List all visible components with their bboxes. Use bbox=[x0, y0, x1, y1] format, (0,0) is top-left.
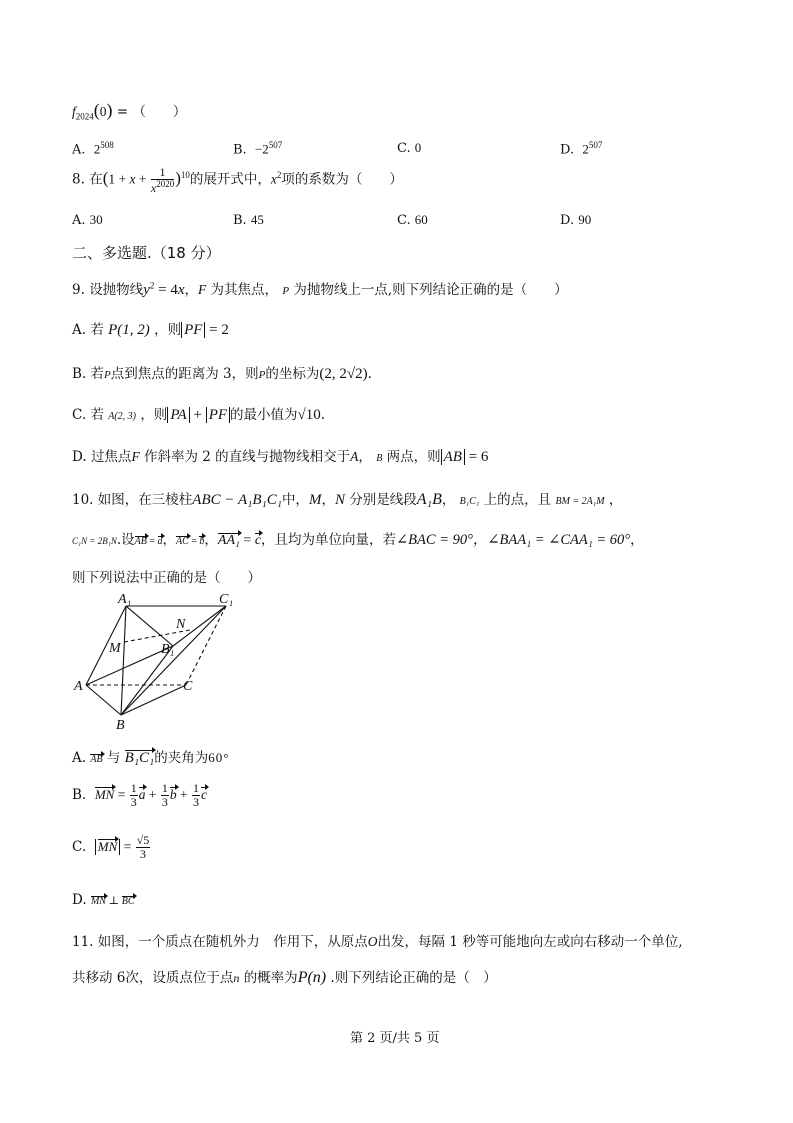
q10-option-b: B. MN = $\frac{1}{3}$ a + $\frac{1}{3}$ b + $\frac{1}{3}$ c bbox=[72, 781, 207, 809]
q8-stem: 8. 在(1 + x + $\frac{1}{x^{2020}}$ )$^{10}$的展开式中，$x^2$项的系数为（ ） bbox=[72, 165, 403, 195]
q10-line-3: 则下列说法中正确的是（ ） bbox=[72, 570, 261, 586]
label-b1: B₁ bbox=[161, 642, 175, 657]
label-a1: A₁ bbox=[118, 592, 132, 607]
q10-line-1: 10. 如图，在三棱柱ABC − A₁B₁C₁中，M，N 分别是线段A₁B， B₁C₁ 上的点，且 BM = 2A₁M ， bbox=[72, 491, 623, 508]
q8-option-a: A. 30 bbox=[72, 212, 103, 228]
q11-line-1: 11. 如图，一个质点在随机外力 作用下，从原点O出发，每隔 1 秒等可能地向左或向右移动一个单位, bbox=[72, 934, 683, 950]
label-c: C bbox=[183, 679, 193, 694]
q10-line-2: C₁N = 2B₁N.设AB = a，AC = b，AA₁ = c，且均为单位向量，若∠BAC = 90°，∠BAA₁ = ∠CAA₁ = 60°， bbox=[72, 532, 644, 548]
q7-option-b: B. $-2^{507}$ bbox=[233, 140, 283, 158]
q10-option-c: C. MN = $\frac{√5}{3}$ bbox=[72, 833, 150, 861]
q10-option-d: D. MN ⊥ BC bbox=[72, 892, 135, 908]
q7-option-a: A. $2^{508}$ bbox=[72, 140, 114, 158]
q7-stem: $f_{2024}(0)$ = （ ） bbox=[72, 100, 187, 122]
q9-option-d: D. 过焦点F 作斜率为 2 的直线与抛物线相交于A， B 两点，则 AB = 6 bbox=[72, 449, 489, 465]
q9-option-c: C. 若 A(2, 3) ，则 PA + PF 的最小值为√10. bbox=[72, 407, 326, 423]
label-c1: C₁ bbox=[219, 592, 234, 607]
q10-option-a: A. AB 与 B₁C₁的夹角为60° bbox=[72, 750, 230, 766]
label-b: B bbox=[116, 718, 125, 732]
label-n: N bbox=[176, 617, 186, 632]
page-footer: 第 2 页/共 5 页 bbox=[350, 1031, 440, 1046]
q7-option-d: D. $2^{507}$ bbox=[560, 140, 603, 158]
q7-option-c: C. 0 bbox=[397, 140, 422, 156]
q8-option-b: B. 45 bbox=[233, 212, 264, 228]
q8-option-d: D. 90 bbox=[560, 212, 592, 228]
label-a: A bbox=[74, 679, 83, 694]
section-heading: 二、多选题.（18 分） bbox=[72, 244, 221, 262]
q9-stem: 9. 设抛物线$y^2 = 4x$，F 为其焦点， P 为抛物线上一点,则下列结论正确的是（ ） bbox=[72, 280, 568, 298]
q8-fraction: $\frac{1}{x^{2020}}$ bbox=[150, 165, 175, 195]
label-m: M bbox=[109, 641, 121, 656]
q11-line-2: 共移动 6次，设质点位于点n 的概率为P(n) .则下列结论正确的是（ ） bbox=[72, 969, 497, 986]
q9-option-b: B. 若P点到焦点的距离为 3，则P的坐标为(2, 2√2). bbox=[72, 366, 372, 382]
q8-option-c: C. 60 bbox=[397, 212, 428, 228]
q9-option-a: A. 若 P(1, 2) ，则 PF = 2 bbox=[72, 322, 229, 338]
prism-figure bbox=[66, 590, 246, 732]
